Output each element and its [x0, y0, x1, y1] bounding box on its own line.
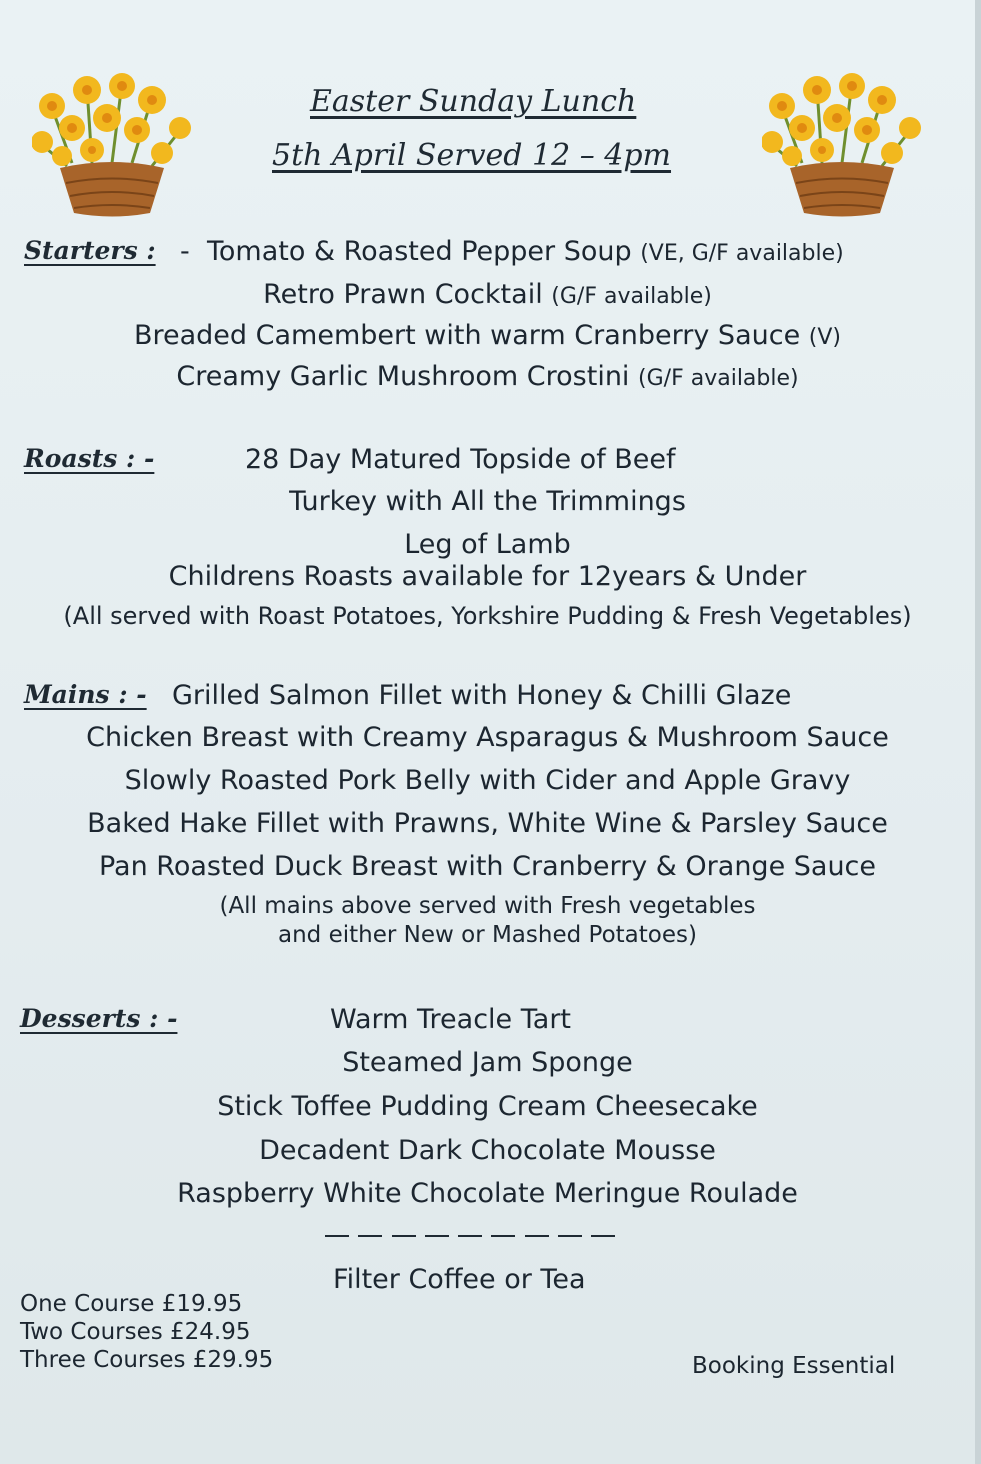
list-item: Pan Roasted Duck Breast with Cranberry & Orange Sauce — [98, 851, 877, 882]
list-item: Warm Treacle Tart — [330, 1004, 572, 1035]
list-item: Childrens Roasts available for 12years & Under — [168, 561, 807, 592]
list-item: Leg of Lamb — [404, 529, 571, 560]
menu-title: Easter Sunday Lunch — [310, 84, 637, 119]
price-list — [20, 1290, 273, 1374]
list-item: Decadent Dark Chocolate Mousse — [259, 1135, 716, 1166]
list-item: Creamy Garlic Mushroom Crostini (G/F available) — [176, 361, 799, 392]
dashed-divider — [325, 1225, 615, 1241]
desserts-label: Desserts : - — [20, 1004, 178, 1033]
daffodil-basket-icon — [762, 68, 922, 218]
list-item: Turkey with All the Trimmings — [289, 486, 686, 517]
list-item: Slowly Roasted Pork Belly with Cider and Apple Gravy — [124, 765, 851, 796]
list-item: 28 Day Matured Topside of Beef — [245, 444, 676, 475]
list-item: Grilled Salmon Fillet with Honey & Chilli Glaze — [172, 680, 792, 711]
mains-label: Mains : - — [24, 680, 147, 709]
list-item: Raspberry White Chocolate Meringue Roulade — [177, 1178, 798, 1209]
starters-separator: - — [180, 236, 190, 267]
price-one-course: One Course £19.95 — [20, 1291, 243, 1317]
list-item: Tomato & Roasted Pepper Soup (VE, G/F available) — [207, 236, 844, 267]
menu-subtitle: 5th April Served 12 – 4pm — [272, 138, 672, 173]
roasts-note: (All served with Roast Potatoes, Yorkshire Pudding & Fresh Vegetables) — [63, 602, 912, 630]
list-item: Baked Hake Fillet with Prawns, White Wine & Parsley Sauce — [87, 808, 888, 839]
list-item: Retro Prawn Cocktail (G/F available) — [263, 279, 712, 310]
price-two-courses: Two Courses £24.95 — [20, 1319, 251, 1345]
mains-note: (All mains above served with Fresh vegetables — [219, 893, 756, 919]
booking-note: Booking Essential — [692, 1353, 896, 1379]
list-item: Breaded Camembert with warm Cranberry Sauce (V) — [133, 320, 841, 351]
list-item: Steamed Jam Sponge — [342, 1047, 633, 1078]
roasts-label: Roasts : - — [24, 444, 155, 473]
price-three-courses: Three Courses £29.95 — [20, 1347, 274, 1373]
mains-note: and either New or Mashed Potatoes) — [278, 922, 697, 948]
list-item: Chicken Breast with Creamy Asparagus & Mushroom Sauce — [86, 722, 889, 753]
coffee-line: Filter Coffee or Tea — [333, 1264, 586, 1295]
list-item: Stick Toffee Pudding Cream Cheesecake — [217, 1091, 758, 1122]
daffodil-basket-icon — [32, 68, 192, 218]
starters-label: Starters : — [24, 236, 156, 265]
